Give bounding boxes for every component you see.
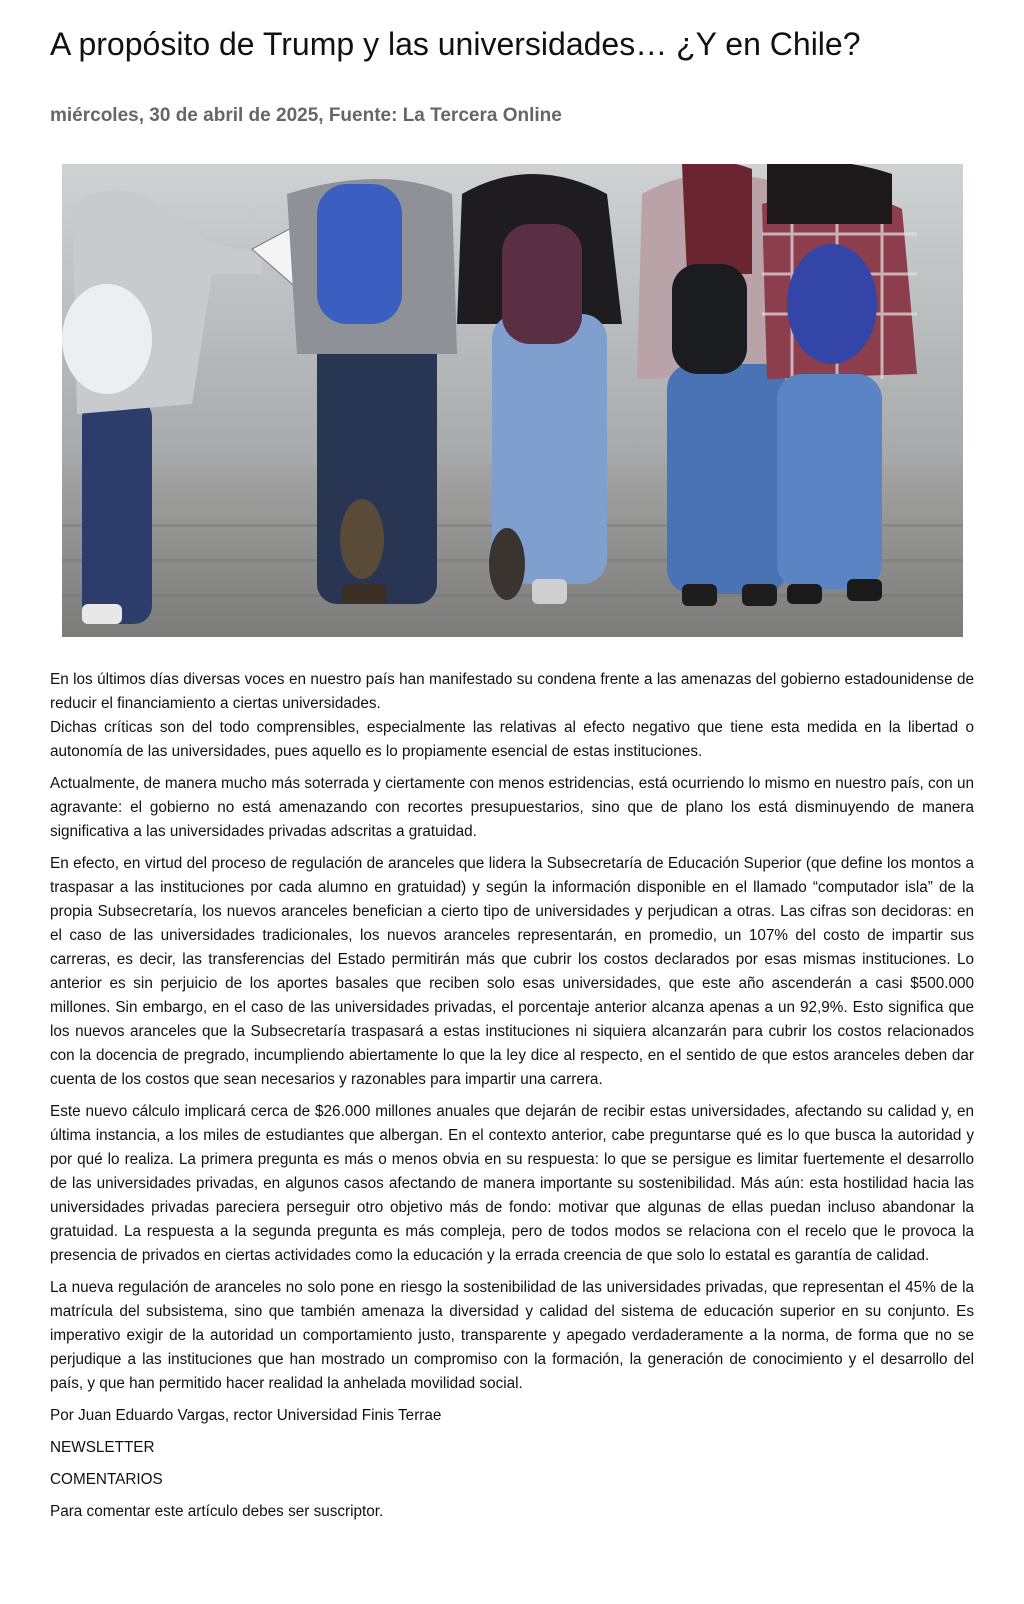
article-paragraph: Este nuevo cálculo implicará cerca de $26.000 millones anuales que dejarán de recibir estas universidades, afectando su calidad y, en última instancia, a los miles de estudiantes que albergan. En el contexto anterior, cabe preguntarse qué es lo que busca la autoridad y por qué lo realiza. La primera pregunta es más o menos obvia en su respuesta: lo que se persigue es limitar fuertemente el desarrollo de las universidades privadas, en algunos casos afectando de manera importante su sostenibilidad. Más aún: esta hostilidad hacia las universidades privadas pareciera perseguir otro objetivo más de fondo: motivar que algunas de ellas puedan incluso abandonar la gratuidad. La respuesta a la segunda pregunta es más compleja, pero de todos modos se relaciona con el recelo que le provoca la presencia de privados en ciertas actividades como la educación y la errada creencia de que solo lo estatal es garantía de calidad. (50, 1103, 974, 1264)
article-title: A propósito de Trump y las universidades… ¿Y en Chile? (50, 26, 861, 62)
article-paragraph: En los últimos días diversas voces en nuestro país han manifestado su condena frente a las amenazas del gobierno estadounidense de reducir el financiamiento a ciertas universidades. (50, 671, 974, 712)
comments-note: Para comentar este artículo debes ser suscriptor. (50, 1503, 384, 1520)
article-paragraph: Actualmente, de manera mucho más soterrada y ciertamente con menos estridencias, está ocurriendo lo mismo en nuestro país, con un agravante: el gobierno no está amenazando con recortes presupuestarios, sino que de plano los está disminuyendo de manera significativa a las universidades privadas adscritas a gratuidad. (50, 775, 974, 840)
newsletter-link[interactable]: NEWSLETTER (50, 1439, 155, 1456)
article-meta: miércoles, 30 de abril de 2025, Fuente: La Tercera Online (50, 105, 562, 126)
article-paragraph: Dichas críticas son del todo comprensibles, especialmente las relativas al efecto negativo que tiene esta medida en la libertad o autonomía de las universidades, pues aquello es lo propiamente esencial de estas instituciones. (50, 719, 974, 760)
article-byline: Por Juan Eduardo Vargas, rector Universidad Finis Terrae (50, 1407, 442, 1424)
article-paragraph: En efecto, en virtud del proceso de regulación de aranceles que lidera la Subsecretaría de Educación Superior (que define los montos a traspasar a las instituciones por cada alumno en gratuidad) y según la información disponible en el llamado “computador isla” de la propia Subsecretaría, los nuevos aranceles benefician a cierto tipo de universidades y perjudican a otras. Las cifras son decidoras: en el caso de las universidades tradicionales, los nuevos aranceles representarán, en promedio, un 107% del costo de impartir sus carreras, es decir, las transferencias del Estado permitirán más que cubrir los costos declarados por esas mismas instituciones. Lo anterior es sin perjuicio de los aportes basales que reciben solo esas universidades, que este año ascenderán a casi $500.000 millones. Sin embargo, en el caso de las universidades privadas, el porcentaje anterior alcanza apenas a un 92,9%. Esto significa que los nuevos aranceles que la Subsecretaría traspasará a estas instituciones ni siquiera alcanzarán para cubrir los costos relacionados con la docencia de pregrado, incumpliendo abiertamente lo que la ley dice al respecto, en el sentido de que estos aranceles deben dar cuenta de los costos que sean necesarios y razonables para impartir una carrera. (50, 855, 974, 1088)
article-paragraph: La nueva regulación de aranceles no solo pone en riesgo la sostenibilidad de las universidades privadas, que representan el 45% de la matrícula del subsistema, sino que también amenaza la diversidad y calidad del sistema de educación superior en su conjunto. Es imperativo exigir de la autoridad un comportamiento justo, transparente y apegado verdaderamente a la norma, de forma que no se perjudique a las instituciones que han mostrado un compromiso con la formación, la generación de conocimiento y el desarrollo del país, y que han permitido hacer realidad la anhelada movilidad social. (50, 1279, 974, 1392)
article-photo (62, 164, 963, 637)
comments-heading: COMENTARIOS (50, 1471, 163, 1488)
students-walking-photo (62, 164, 963, 637)
article-body (50, 668, 974, 1532)
